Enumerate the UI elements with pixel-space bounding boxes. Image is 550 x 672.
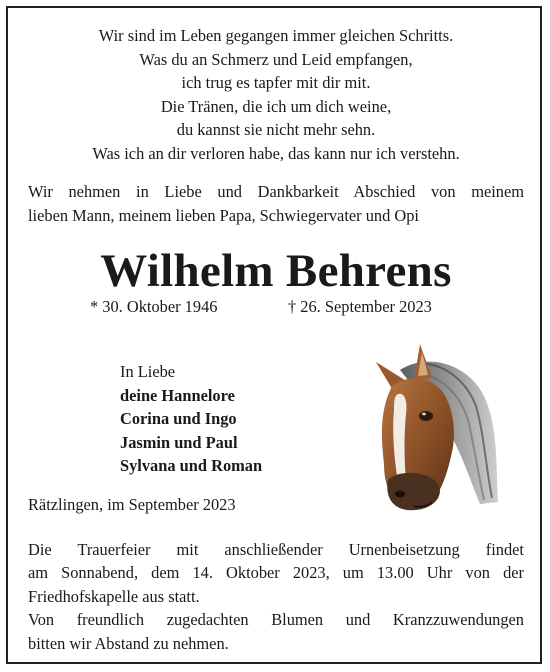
mourner-name: Sylvana und Roman [120,456,263,476]
poem [8,24,544,166]
obituary-card [6,6,542,664]
mourner-name: Corina und Ingo [120,409,237,429]
funeral-info [28,538,524,655]
poem-line: du kannst sie nicht mehr sehn. [176,120,376,140]
funeral-info-line: Von freundlich zugedachten Blumen und Kranzzuwendungen [28,610,524,630]
farewell-text [28,180,524,227]
poem-line: Was du an Schmerz und Leid empfangen, [139,49,413,69]
mourner-name: Jasmin und Paul [120,432,238,452]
deceased-name: Wilhelm Behrens [100,245,452,297]
poem-line: Was ich an dir verloren habe, das kann nur ich verstehn. [92,143,460,163]
poem-line: ich trug es tapfer mit dir mit. [181,73,371,93]
place-date: Rätzlingen, im September 2023 [28,495,236,514]
poem-line: Wir sind im Leben gegangen immer gleichen Schritts. [98,26,454,45]
birth-date: * 30. Oktober 1946 [90,297,218,316]
farewell-line: lieben Mann, meinem lieben Papa, Schwiegervater und Opi [28,205,419,225]
funeral-info-line: am Sonnabend, dem 14. Oktober 2023, um 13.00 Uhr von der [28,563,524,583]
funeral-info-line: bitten wir Abstand zu nehmen. [28,633,229,653]
death-date: † 26. September 2023 [288,297,432,316]
mourners-heading: In Liebe [120,362,176,381]
mourner-name: deine Hannelore [120,385,235,405]
poem-line: Die Tränen, die ich um dich weine, [160,96,392,116]
mourners-list [120,360,262,478]
funeral-info-line: Friedhofskapelle aus statt. [28,586,200,606]
farewell-line: Wir nehmen in Liebe und Dankbarkeit Abschied von meinem [28,182,524,201]
funeral-info-line: Die Trauerfeier mit anschließender Urnenbeisetzung findet [28,540,524,559]
horse-head-icon [348,334,508,514]
